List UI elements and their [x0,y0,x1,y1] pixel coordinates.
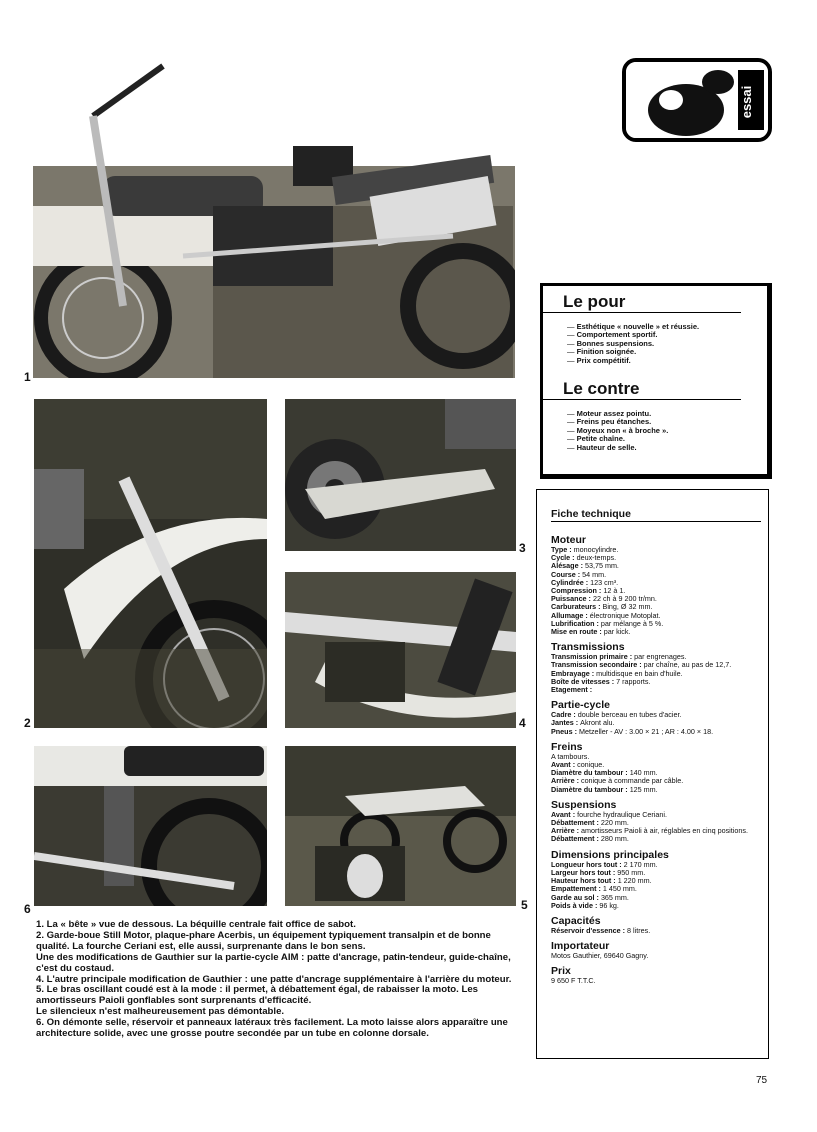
spec-label: Lubrification : [551,618,601,628]
caption: 1. La « bête » vue de dessous. La béquille centrale fait office de sabot. [36,919,356,930]
spec-value: monocylindre. [573,545,619,554]
photo-2-number: 2 [24,716,31,730]
spec-label: Cycle : [551,553,577,563]
page-number: 75 [756,1075,768,1086]
spec-value: 1 220 mm. [617,876,652,886]
spec-label: Allumage : [551,610,590,620]
spec-label: Jantes : [551,718,581,728]
spec-value: par kick. [603,627,631,637]
spec-label: Avant : [551,760,578,770]
spec-value: 22 ch à 9 200 tr/mn. [592,594,657,604]
photo-6-number: 6 [24,902,31,916]
spec-value: A tambours. [551,751,590,761]
spec-value: 8 litres. [627,925,651,935]
spec-label: Diamètre du tambour : [551,784,630,794]
spec-label: Carburateurs : [551,602,603,612]
essai-logo [622,58,772,142]
spec-label: Largeur hors tout : [551,867,618,877]
section-capacites [551,915,761,935]
pour-list [543,323,767,365]
spec-label: Longueur hors tout : [551,859,624,869]
spec-label: Avant : [551,809,578,819]
section-partie-cycle [551,699,761,736]
contre-item: — Petite chaîne. [567,435,767,443]
photo-3 [285,399,516,551]
pour-contre-box [540,283,772,479]
spec-row [551,902,761,910]
spec-value: conique à commande par câble. [580,776,684,786]
caption: Le silencieux n'est malheureusement pas démontable. [36,1006,285,1018]
pour-item: — Finition soignée. [567,348,767,356]
caption: 6. On démonte selle, réservoir et panneaux latéraux très facilement. La moto laisse alors apparaître une architecture solide, avec une grosse poutre secondée par un tube en colonne dorsale. [36,1017,508,1040]
spec-value: 140 mm. [629,768,658,778]
spec-label: Réservoir d'essence : [551,925,628,935]
spec-label: Puissance : [551,594,593,604]
contre-list [543,410,767,452]
photo-2 [34,399,267,728]
caption: Une des modifications de Gauthier sur la partie-cycle AIM : patte d'ancrage, patin-tendeur, guide-chaîne, c'est du costaud. [36,951,511,974]
spec-row [551,628,761,636]
spec-label: Débattement : [551,818,601,828]
section-title: Partie-cycle [551,699,610,712]
caption: 2. Garde-boue Still Motor, plaque-phare Acerbis, un équipement typiquement transalpin et de bonne qualité. La fourche Ceriani est, elle aussi, surprenante dans le bon sens. [36,929,491,952]
spec-value: 125 mm. [629,784,658,794]
spec-value: conique. [577,760,605,770]
photo-captions [36,920,526,1040]
spec-value: électronique Motoplat. [589,610,661,620]
section-title: Transmissions [551,641,625,654]
section-suspensions [551,799,761,844]
spec-value: 280 mm. [600,834,629,844]
spec-label: Type : [551,545,574,554]
photo-1 [33,56,515,378]
spec-value: Bing, Ø 32 mm. [602,602,653,612]
spec-label: Alésage : [551,561,585,571]
spec-value: fourche hydraulique Ceriani. [577,809,667,819]
caption: 4. L'autre principale modification de Gauthier : une patte d'ancrage supplémentaire à l'arrière du moteur. [36,973,512,985]
pour-item: — Prix compétitif. [567,357,767,365]
section-title: Freins [551,740,583,753]
spec-value: 220 mm. [600,818,629,828]
spec-row [551,952,761,960]
spec-value: 123 cm³. [590,577,619,587]
photo-6 [34,746,267,906]
fiche-title: Fiche technique [551,508,761,522]
spec-label: Cadre : [551,710,578,720]
spec-value: 96 kg. [599,900,619,910]
spec-value: double berceau en tubes d'acier. [577,710,682,720]
spec-value: 2 170 mm. [623,859,658,869]
spec-value: deux-temps. [576,553,617,563]
spec-label: Course : [551,569,583,579]
section-title: Prix [551,965,571,978]
photo-1-number: 1 [24,370,31,384]
photo-4-number: 4 [519,716,526,730]
spec-value: 54 mm. [582,569,607,579]
spec-label: Diamètre du tambour : [551,768,630,778]
spec-value: 9 650 F T.T.C. [551,976,596,986]
spec-value: 12 à 1. [603,586,626,596]
pour-item: — Comportement sportif. [567,331,767,339]
logo-text: essai [739,85,754,119]
spec-row [551,977,761,985]
spec-label: Pneus : [551,726,579,736]
spec-label: Débattement : [551,834,601,844]
spec-label: Hauteur hors tout : [551,876,618,886]
contre-item: — Moteur assez pointu. [567,410,767,418]
photo-5-number: 5 [521,898,528,912]
spec-label: Boîte de vitesses : [551,676,617,686]
spec-value: Metzeller - AV : 3.00 × 21 ; AR : 4.00 × 18. [578,726,714,736]
section-title: Dimensions principales [551,848,669,861]
photo-3-number: 3 [519,541,526,555]
section-freins [551,741,761,794]
section-title: Capacités [551,914,601,927]
section-title: Suspensions [551,798,617,811]
spec-value: par mélange à 5 %. [600,618,664,628]
spec-row [551,728,761,736]
pour-title: Le pour [543,292,741,313]
spec-value: 53,75 mm. [584,561,619,571]
contre-item: — Hauteur de selle. [567,444,767,452]
section-dimensions [551,849,761,910]
spec-value: amortisseurs Paioli à air, réglables en cinq positions. [580,826,748,836]
spec-row [551,927,761,935]
spec-value: par chaîne, au pas de 12,7. [643,660,732,670]
spec-label: Cylindrée : [551,577,591,587]
spec-row [551,835,761,843]
spec-label: Garde au sol : [551,892,601,902]
spec-value: 365 mm. [600,892,629,902]
spec-label: Embrayage : [551,668,597,678]
pour-item: — Esthétique « nouvelle » et réussie. [567,323,767,331]
spec-value: 7 rapports. [616,676,651,686]
spec-label: Transmission secondaire : [551,660,644,670]
section-prix [551,965,761,985]
photo-5 [285,746,516,906]
section-transmissions [551,641,761,694]
spec-label: Arrière : [551,826,581,836]
spec-label: Compression : [551,586,604,596]
caption: 5. Le bras oscillant coudé est à la mode : il permet, à débattement égal, de rabaisser la moto. Les amortisseurs Paioli gonflables sont surprenants d'efficacité. [36,984,478,1007]
spec-label: Arrière : [551,776,581,786]
section-title: Importateur [551,940,610,953]
spec-label: Poids à vide : [551,900,600,910]
spec-value: 1 450 mm. [602,884,637,894]
fiche-technique [536,489,769,1059]
spec-row [551,686,761,694]
spec-value: multidisque en bain d'huile. [596,668,683,678]
spec-value: Akront alu. [580,718,615,728]
spec-label: Mise en route : [551,627,604,637]
spec-value: 950 mm. [617,867,646,877]
contre-title: Le contre [543,379,741,400]
spec-label: Empattement : [551,884,603,894]
photo-4 [285,572,516,728]
spec-value: par engrenages. [634,652,687,662]
section-importateur [551,940,761,960]
contre-item: — Freins peu étanches. [567,418,767,426]
spec-label: Etagement : [551,685,593,695]
pour-item: — Bonnes suspensions. [567,340,767,348]
spec-label: Transmission primaire : [551,652,635,662]
section-title: Moteur [551,534,586,546]
spec-value: Motos Gauthier, 69640 Gagny. [551,951,649,961]
contre-item: — Moyeux non « à broche ». [567,427,767,435]
section-moteur [551,534,761,636]
spec-row [551,786,761,794]
